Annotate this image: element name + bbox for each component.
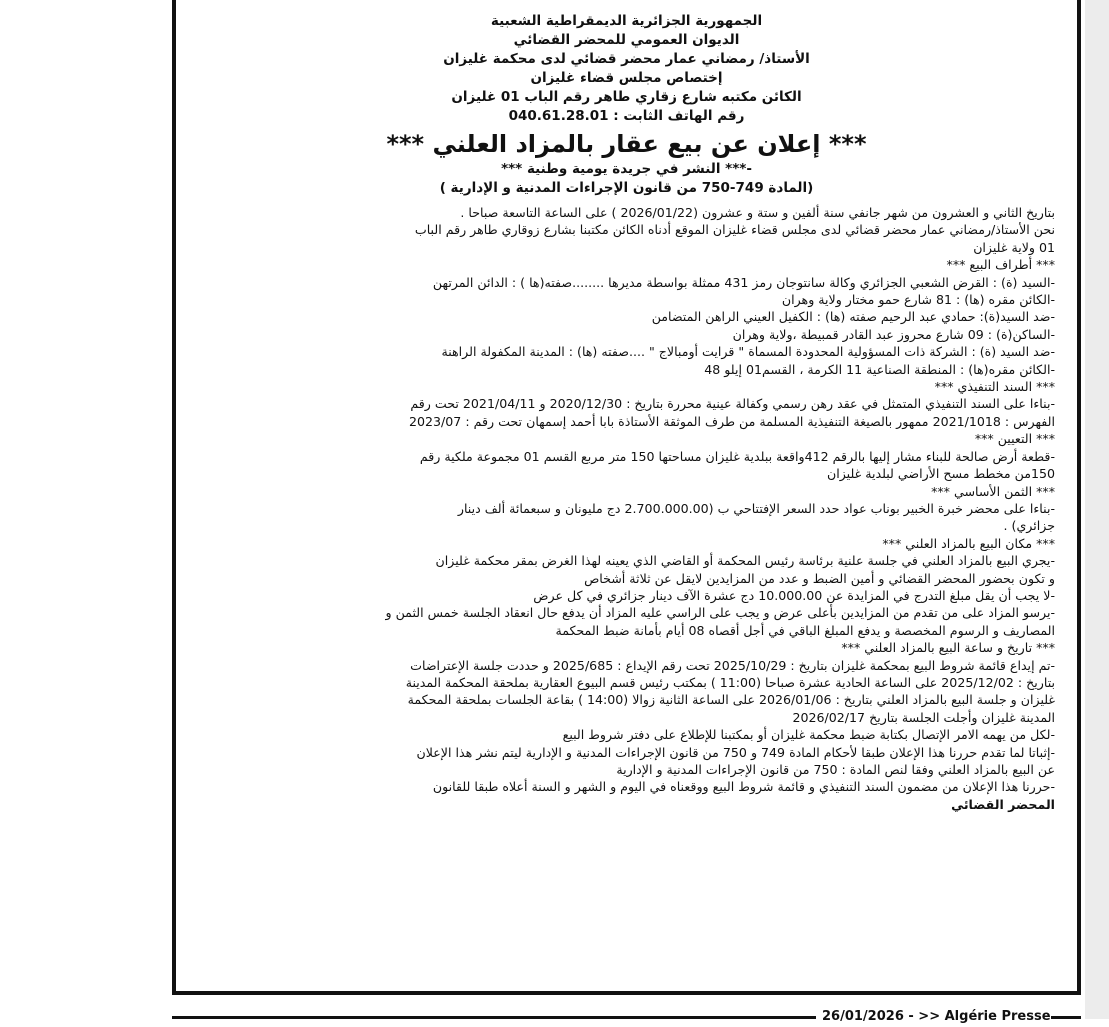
- body-line: -الساكن(ة) : 09 شارع محروز عبد القادر قمبيطة ،ولاية وهران: [732, 326, 1055, 342]
- body-line: جزائري) .: [1003, 518, 1055, 534]
- body-line: -لكل من يهمه الامر الإتصال بكتابة ضبط محكمة غليزان أو بمكتبنا للإطلاع على دفتر شروط البيع: [562, 727, 1055, 743]
- body-line: 150من مخطط مسح الأراضي لبلدية غليزان: [826, 466, 1055, 482]
- body-line: -الكائن مقره (ها) : 81 شارع حمو مختار ولاية وهران: [781, 292, 1055, 308]
- body-line: -يرسو المزاد على من تقدم من المزايدين بأعلى عرض و يجب على الراسي عليه المزاد أن يدفع حال انعقاد الجلسة خمس الثمن و: [385, 605, 1055, 621]
- body-line: -تم إيداع قائمة شروط البيع بمحكمة غليزان بتاريخ : 2025/10/29 تحت رقم الإيداع : 2025/685 و حددت جلسة الإعتراضات: [410, 657, 1055, 673]
- header-line: رقم الهاتف الثابت : 040.61.28.01: [508, 108, 745, 124]
- section-heading: *** تاريخ و ساعة البيع بالمزاد العلني ***: [841, 640, 1055, 656]
- notice-legal-reference: (المادة 749-750 من قانون الإجراءات المدنية و الإدارية ): [439, 180, 814, 196]
- body-line: بتاريخ الثاني و العشرون من شهر جانفي سنة ألفين و ستة و عشرون (2026/01/22 ) على الساعة التاسعة صباحا .: [460, 205, 1055, 220]
- notice-title: *** إعلان عن بيع عقار بالمزاد العلني ***: [386, 130, 867, 158]
- body-line: -قطعة أرض صالحة للبناء مشار إليها بالرقم 412واقعة ببلدية غليزان مساحتها 150 متر مربع القسم 01 مجموعة ملكية رقم: [419, 448, 1055, 464]
- page-footer: [172, 1007, 1081, 1027]
- body-line: عن البيع بالمزاد العلني وفقا لنص المادة : 750 من قانون الإجراءات المدنية و الإدارية: [616, 762, 1055, 777]
- footer-date-source: 26/01/2026 - >> Algérie Presse: [822, 1009, 1051, 1024]
- body-line: المصاريف و الرسوم المخصصة و يدفع المبلغ الباقي في أجل أقصاه 08 أيام بأمانة ضبط المحكمة: [555, 622, 1055, 638]
- legal-notice: [172, 0, 1081, 995]
- body-line: غليزان و جلسة البيع بالمزاد العلني بتاريخ : 2026/01/06 على الساعة الثانية زوالا (14:00 ) بقاعة الجلسات بملحقة المحكمة: [407, 692, 1055, 708]
- header-line: الجمهورية الجزائرية الديمقراطية الشعبية: [490, 13, 763, 29]
- body-line: المدينة غليزان وأجلت الجلسة بتاريخ 2026/02/17: [792, 709, 1055, 725]
- body-line: بتاريخ : 2025/12/02 على الساعة الحادية عشرة صباحا (11:00 ) بمكتب رئيس قسم البيوع العقارية بملحقة المحكمة المدينة: [405, 674, 1055, 690]
- header-line: إختصاص مجلس قضاء غليزان: [530, 70, 723, 86]
- body-line: -لا يجب أن يقل مبلغ التدرج في المزايدة عن 10.000.00 دج عشرة الآف دينار جزائري في كل عرض: [533, 587, 1055, 603]
- body-line: -الكائن مقره(ها) : المنطقة الصناعية 11 الكرمة ، القسم01 إيلو 48: [704, 361, 1055, 377]
- body-line: -ضد السيد (ة) : الشركة ذات المسؤولية المحدودة المسماة " قرايت أومبالاج " ....صفته (ها) : المدينة المكفولة الراهنة: [441, 344, 1055, 360]
- header-line: الكائن مكتبه شارع زقاري طاهر رقم الباب 01 غليزان: [451, 89, 802, 105]
- section-heading: *** مكان البيع بالمزاد العلني ***: [882, 535, 1055, 551]
- body-line: -بناءا على السند التنفيذي المتمثل في عقد رهن رسمي وكفالة عينية محررة بتاريخ : 2020/12/30 و 2021/04/11 تحت رقم: [410, 396, 1055, 412]
- body-line: -بناءا على محضر خبرة الخبير بوناب عواد حدد السعر الإفتتاحي ب (2.700.000.00 دج مليونان و سبعمائة ألف دينار: [457, 500, 1055, 516]
- left-margin: [0, 0, 170, 1019]
- body-line: -حررنا هذا الإعلان من مضمون السند التنفيذي و قائمة شروط البيع ووقعناه في اليوم و الشهر و السنة أعلاه طبقا للقانون: [432, 779, 1055, 795]
- body-line: نحن الأستاذ/رمضاني عمار محضر قضائي لدى مجلس قضاء غليزان الموقع أدناه الكائن مكتبنا بشارع زوقاري طاهر رقم الباب: [414, 222, 1055, 238]
- section-heading: *** السند التنفيذي ***: [934, 379, 1055, 395]
- body-line: و تكون بحضور المحضر القضائي و أمين الضبط و عدد من المزايدين لايقل عن ثلاثة أشخاص: [584, 570, 1055, 586]
- adjacent-column-edge: [1085, 0, 1109, 1019]
- section-heading: *** التعيين ***: [974, 431, 1055, 447]
- section-heading: *** أطراف البيع ***: [946, 257, 1055, 273]
- body-line: -يجري البيع بالمزاد العلني في جلسة علنية برئاسة رئيس المحكمة أو القاضي الذي يعينه لهذا الغرض بمقر محكمة غليزان: [435, 553, 1055, 569]
- section-heading: *** الثمن الأساسي ***: [931, 483, 1055, 499]
- header-line: الديوان العمومي للمحضر القضائي: [513, 32, 740, 48]
- body-line: الفهرس : 2021/1018 ممهور بالصيغة التنفيذية المسلمة من طرف الموثقة الأستاذة بابا أحمد إسمهان تحت رقم : 2023/07: [409, 413, 1055, 429]
- notice-header: [176, 0, 1077, 126]
- notice-subtitle: -*** النشر في جريدة يومية وطنية ***: [501, 161, 752, 177]
- notice-body: [176, 198, 1077, 813]
- header-line: الأستاذ/ رمضاني عمار محضر قضائي لدى محكمة غليزان: [443, 51, 810, 67]
- body-line: -إثباتا لما تقدم حررنا هذا الإعلان طبقا لأحكام المادة 749 و 750 من قانون الإجراءات المدنية و الإدارية ليتم نشر هذا الإعلان: [416, 744, 1055, 760]
- body-line: 01 ولاية غليزان: [973, 239, 1055, 255]
- body-line: -ضد السيد(ة): حمادي عبد الرحيم صفته (ها) : الكفيل العيني الراهن المتضامن: [651, 309, 1055, 325]
- body-line: -السيد (ة) : القرض الشعبي الجزائري وكالة سانتوجان رمز 431 ممثلة بواسطة مديرها ........صفته(ها ) : الدائن المرتهن: [432, 274, 1055, 290]
- signature: المحضر القضائي: [951, 796, 1055, 812]
